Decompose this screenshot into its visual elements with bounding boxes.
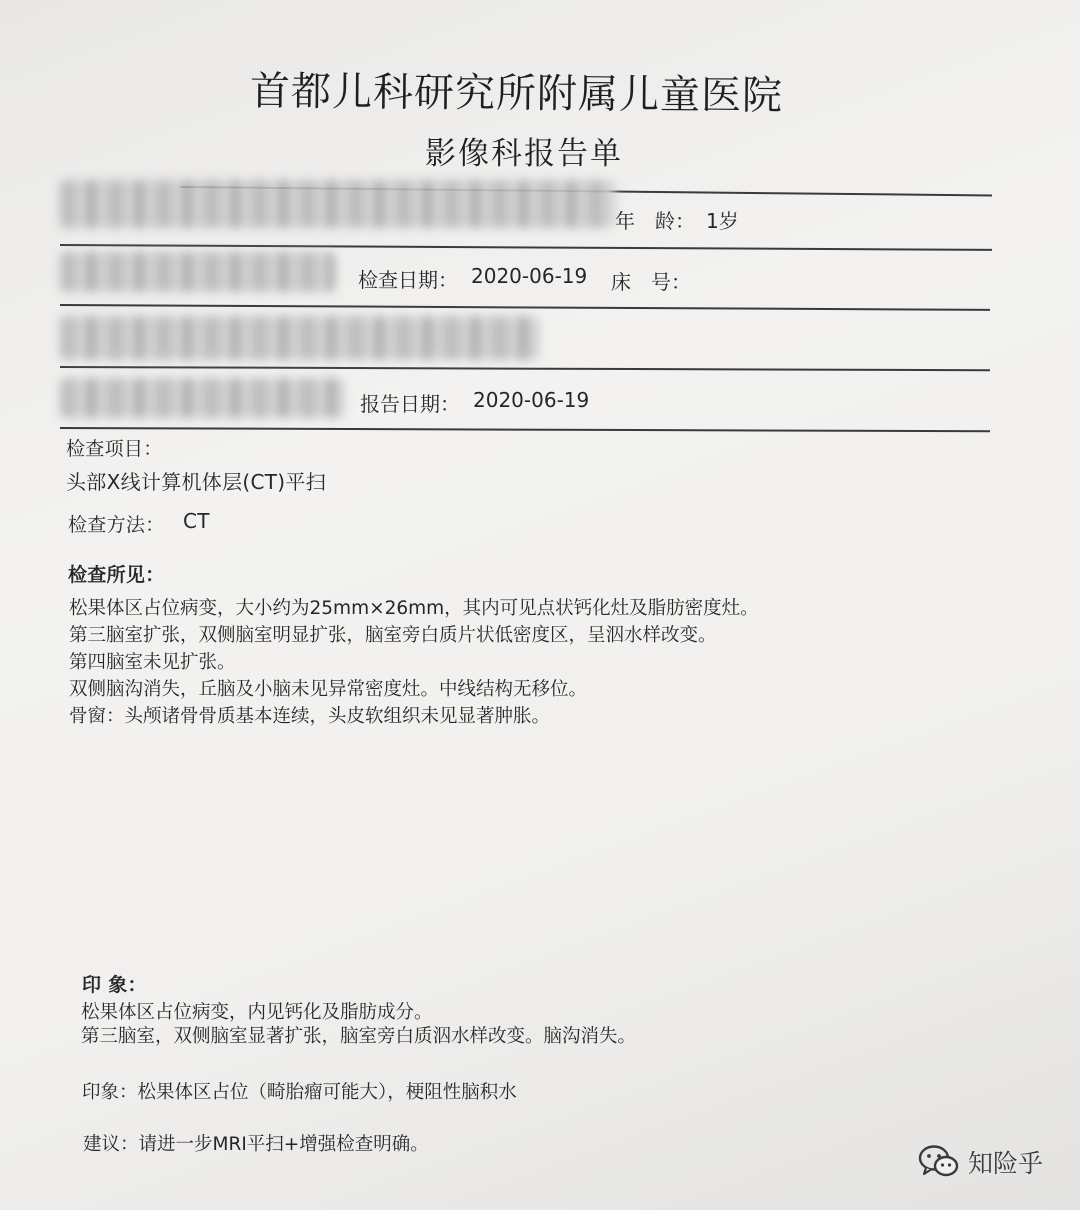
findings-label: 检查所见： <box>68 564 165 586</box>
report-date-label: 报告日期： <box>360 392 460 416</box>
exam-item-value: 头部X线计算机体层(CT)平扫 <box>66 470 326 494</box>
exam-method-value: CT <box>183 509 210 533</box>
impression-label: 印 象： <box>82 974 147 996</box>
watermark <box>918 1140 1043 1184</box>
redacted-doctor <box>60 378 345 418</box>
exam-date-label: 检查日期： <box>358 268 458 292</box>
report-title: 影像科报告单 <box>425 136 623 172</box>
table-rule <box>60 366 990 371</box>
finding-line: 骨窗：头颅诸骨骨质基本连续，头皮软组织未见显著肿胀。 <box>69 706 551 727</box>
finding-line: 第四脑室未见扩张。 <box>69 652 236 673</box>
exam-item-label: 检查项目： <box>66 438 163 460</box>
impression-line: 第三脑室，双侧脑室显著扩张，脑室旁白质泅水样改变。脑沟消失。 <box>81 1026 637 1047</box>
impression-summary: 印象：松果体区占位（畸胎瘤可能大），梗阻性脑积水 <box>82 1082 517 1103</box>
impression-line: 松果体区占位病变，内见钙化及脂肪成分。 <box>81 1002 433 1023</box>
finding-line: 松果体区占位病变，大小约为25mm×26mm，其内可见点状钙化灶及脂肪密度灶。 <box>69 598 759 619</box>
bed-label: 床 号： <box>611 270 691 294</box>
watermark-text: 知险乎 <box>968 1149 1044 1178</box>
redacted-id <box>60 252 335 292</box>
exam-date-value: 2020-06-19 <box>471 264 588 288</box>
exam-method-label: 检查方法： <box>68 514 165 536</box>
table-rule <box>60 244 992 251</box>
age-label: 年 龄： <box>615 209 695 233</box>
age-value: 1岁 <box>706 209 739 233</box>
finding-line: 双侧脑沟消失，丘脑及小脑未见异常密度灶。中线结构无移位。 <box>69 679 588 700</box>
wechat-icon <box>918 1144 960 1180</box>
finding-line: 第三脑室扩张，双侧脑室明显扩张，脑室旁白质片状低密度区，呈泅水样改变。 <box>69 625 717 646</box>
table-rule <box>60 427 990 432</box>
redacted-department <box>60 316 540 360</box>
report-date-value: 2020-06-19 <box>473 388 590 412</box>
redacted-name <box>60 180 615 228</box>
table-rule <box>60 304 990 311</box>
hospital-name: 首都儿科研究所附属儿童医院 <box>249 68 784 120</box>
suggestion: 建议：请进一步MRI平扫+增强检查明确。 <box>83 1134 429 1155</box>
